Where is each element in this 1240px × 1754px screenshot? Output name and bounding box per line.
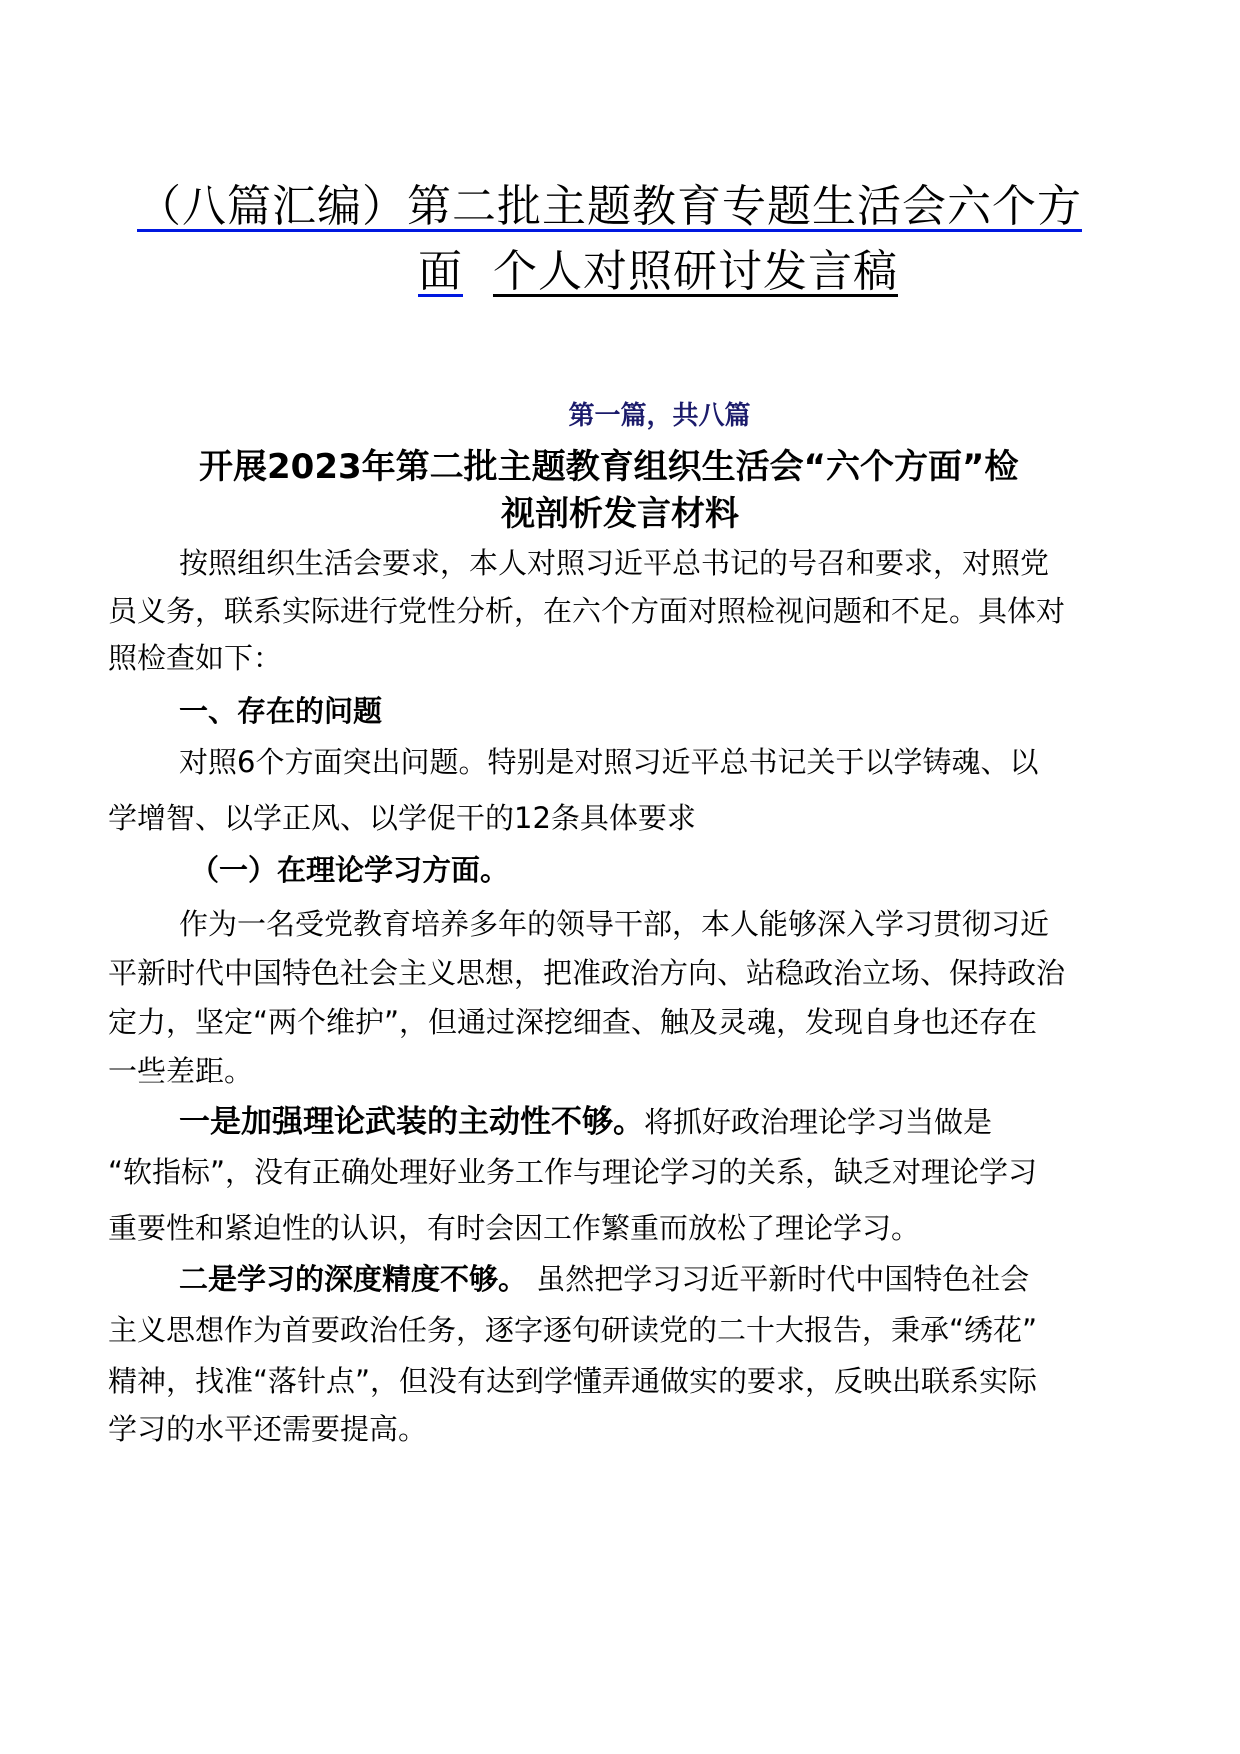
section-line: 学增智、以学正风、以学促干的12条具体要求 <box>108 801 696 835</box>
subsection-line: 平新时代中国特色社会主义思想，把准政治方向、站稳政治立场、保持政治 <box>108 956 1066 990</box>
intro-line: 员义务，联系实际进行党性分析，在六个方面对照检视问题和不足。具体对 <box>108 594 1066 628</box>
subsection-title: （一）在理论学习方面。 <box>190 853 510 887</box>
section-title: 一、存在的问题 <box>179 694 383 728</box>
point2-line: 精神，找准“落针点”，但没有达到学懂弄通做实的要求，反映出联系实际 <box>108 1364 1038 1398</box>
point1-line <box>179 1104 993 1140</box>
doc-title-text: 个人对照研讨发言稿 <box>492 246 898 297</box>
point1-lead: 一是加强理论武装的主动性不够。 <box>179 1104 644 1140</box>
doc-title-text: （八篇汇编）第二批主题教育专题生活会六个方 <box>137 181 1082 232</box>
doc-title-line2 <box>418 246 898 297</box>
point1-line: 重要性和紧迫性的认识，有时会因工作繁重而放松了理论学习。 <box>108 1211 921 1245</box>
doc-title-line1 <box>137 181 1082 232</box>
part-label: 第一篇，共八篇 <box>568 401 751 431</box>
point2-rest: 虽然把学习习近平新时代中国特色社会 <box>527 1262 1030 1296</box>
intro-line: 照检查如下： <box>108 641 283 675</box>
heading-line2: 视剖析发言材料 <box>501 494 739 534</box>
subsection-line: 定力，坚定“两个维护”，但通过深挖细查、触及灵魂，发现自身也还存在 <box>108 1005 1038 1039</box>
point1-line: “软指标”，没有正确处理好业务工作与理论学习的关系，缺乏对理论学习 <box>108 1155 1038 1189</box>
point2-lead: 二是学习的深度精度不够。 <box>179 1262 528 1296</box>
point1-rest: 将抓好政治理论学习当做是 <box>644 1105 993 1139</box>
section-line: 对照6个方面突出问题。特别是对照习近平总书记关于以学铸魂、以 <box>179 745 1039 779</box>
intro-line: 按照组织生活会要求，本人对照习近平总书记的号召和要求，对照党 <box>179 546 1050 580</box>
point2-line <box>179 1262 1030 1296</box>
subsection-line: 作为一名受党教育培养多年的领导干部，本人能够深入学习贯彻习近 <box>179 907 1050 941</box>
point2-line: 学习的水平还需要提高。 <box>108 1412 428 1446</box>
point2-line: 主义思想作为首要政治任务，逐字逐句研读党的二十大报告，秉承“绣花” <box>108 1313 1038 1347</box>
doc-title-text: 面 <box>418 246 463 297</box>
heading-line1: 开展2023年第二批主题教育组织生活会“六个方面”检 <box>199 447 1019 487</box>
subsection-line: 一些差距。 <box>108 1054 254 1088</box>
